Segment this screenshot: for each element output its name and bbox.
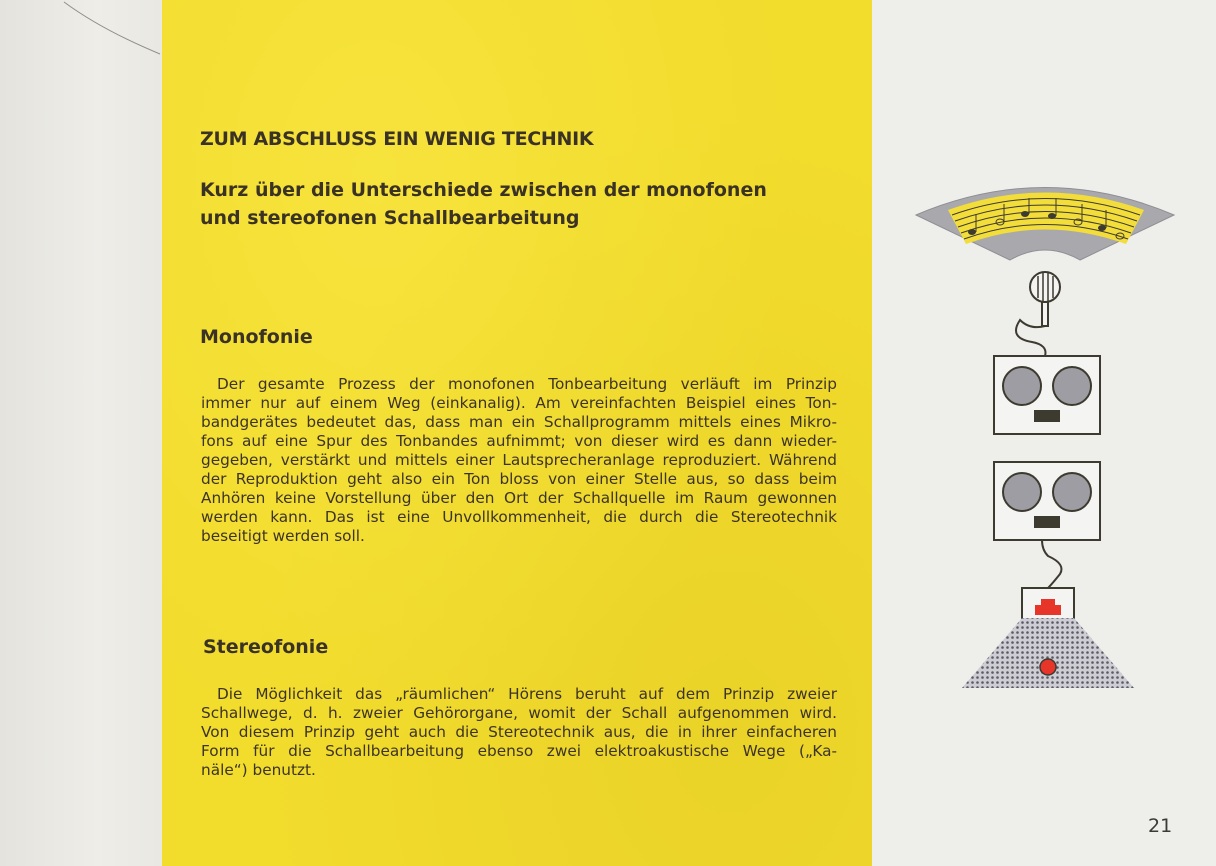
text-line: Form für die Schallbearbeitung ebenso zwei elektroakustische Wege („Ka-: [201, 742, 837, 760]
text-line: näle“) benutzt.: [201, 761, 316, 779]
mono-signal-chain-illustration: [880, 170, 1180, 695]
text-line: bandgerätes bedeutet das, dass man ein Schallprogramm mittels eines Mikro-: [201, 413, 837, 431]
subtitle-line: Kurz über die Unterschiede zwischen der monofonen: [200, 179, 767, 201]
microphone-icon: [1016, 272, 1060, 356]
text-line: werden kann. Das ist eine Unvollkommenheit, die durch die Stereotechnik: [201, 508, 837, 526]
text-line: fons auf eine Spur des Tonbandes aufnimmt; von dieser wird es dann wieder-: [201, 432, 837, 450]
page-fold-line: [62, 0, 162, 60]
text-line: Von diesem Prinzip geht auch die Stereotechnik aus, die in ihrer einfacheren: [201, 723, 837, 741]
text-line: immer nur auf einem Weg (einkanalig). Am vereinfachten Beispiel eines Ton-: [201, 394, 837, 412]
text-line: Der gesamte Prozess der monofonen Tonbearbeitung verläuft im Prinzip: [217, 375, 837, 393]
left-page-margin: [0, 0, 162, 866]
section-heading-stereofonie: Stereofonie: [203, 636, 329, 658]
text-line: gegeben, verstärkt und mittels einer Lautsprecheranlage reproduziert. Während: [201, 451, 837, 469]
section-heading-monofonie: Monofonie: [200, 326, 313, 348]
section-body-stereofonie: [201, 685, 837, 780]
loudspeaker-icon: [962, 588, 1134, 688]
text-line: beseitigt werden soll.: [201, 527, 365, 545]
page-subtitle: [200, 176, 800, 232]
tape-recorder-icon: [994, 462, 1100, 588]
text-line: Anhören keine Vorstellung über den Ort der Schallquelle im Raum gewonnen: [201, 489, 837, 507]
music-staff-icon: [916, 188, 1174, 261]
section-body-monofonie: [201, 375, 837, 546]
tape-recorder-icon: [994, 356, 1100, 434]
page-number: 21: [1148, 815, 1173, 837]
page-title: ZUM ABSCHLUSS EIN WENIG TECHNIK: [200, 128, 594, 150]
text-line: Die Möglichkeit das „räumlichen“ Hörens beruht auf dem Prinzip zweier: [217, 685, 837, 703]
text-line: Schallwege, d. h. zweier Gehörorgane, womit der Schall aufgenommen wird.: [201, 704, 837, 722]
text-line: der Reproduktion geht also ein Ton bloss von einer Stelle aus, so dass beim: [201, 470, 837, 488]
subtitle-line: und stereofonen Schallbearbeitung: [200, 207, 580, 229]
